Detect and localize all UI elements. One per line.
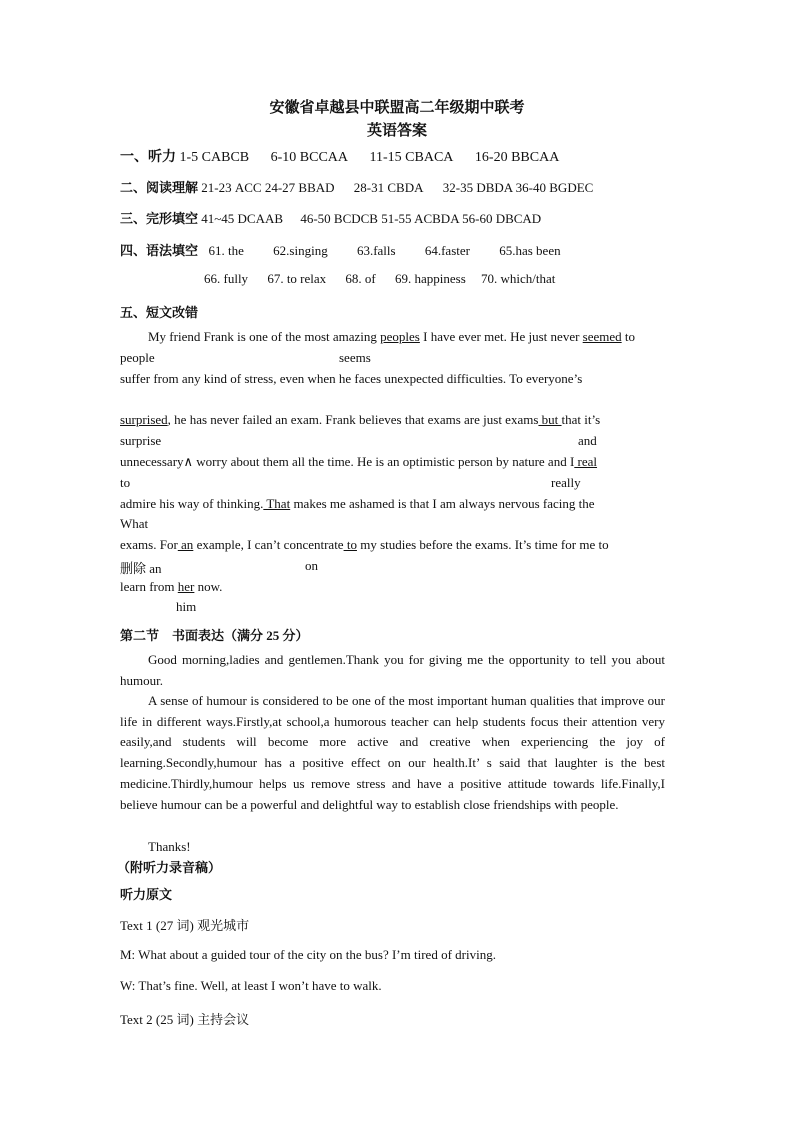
grammar-answer: 69. happiness [395, 271, 466, 286]
cloze-label: 三、完形填空 [120, 211, 199, 226]
correction-fix: him [176, 599, 197, 614]
grammar-answers-row-2 [204, 271, 555, 287]
correction-line-3 [120, 412, 600, 428]
writing-text: A sense of humour is considered to be one of the most important human qualities that improve our life in different ways.Firstly,at school,a humorous teacher can help students focus their attention very easily,and students will become more active and creative when experiencing the joy of learning.Secondly,humour has a positive effect on our health.It’ s said that laughter is the best medicine.Thirdly,humour helps us remove stress and have a positive attitude towards life.Finally,I believe humour can be a powerful and delightful way to establish close friendships with people. [120, 693, 665, 812]
error-word: That [263, 496, 291, 511]
error-word: but [538, 412, 562, 427]
writing-text: Thanks! [148, 839, 191, 854]
correction-text: example, I can’t concentrate [193, 537, 344, 552]
correction-text: , he has never failed an exam. Frank believes that exams are just exams [167, 412, 539, 427]
writing-text: Good morning,ladies and gentlemen.Thank you for giving me the opportunity to tell you about humour. [120, 652, 665, 688]
correction-fix: seems [339, 350, 371, 365]
writing-paragraph-1 [120, 650, 665, 691]
correction-fix: What [120, 516, 149, 531]
script-text-title: Text 2 (25 词) 主持会议 [120, 1012, 250, 1027]
correction-text: unnecessary∧ worry about them all the time. He is an optimistic person by nature and I [120, 454, 575, 469]
correction-line-1 [148, 329, 635, 345]
correction-line-7 [120, 579, 222, 595]
cloze-answer: 41~45 DCAAB [201, 211, 284, 226]
grammar-answer: 63.falls [356, 243, 396, 258]
grammar-answer: 65.has been [499, 243, 561, 258]
correction-text: exams. For [120, 537, 178, 552]
grammar-answer: 64.faster [424, 243, 470, 258]
correction-fix: surprise [120, 433, 162, 448]
listening-label: 一、听力 [120, 150, 176, 165]
correction-line-2: suffer from any kind of stress, even when he faces unexpected difficulties. To everyone’s [120, 371, 583, 386]
grammar-answer: 68. of [345, 271, 376, 286]
script-dialogue-line: M: What about a guided tour of the city on the bus? I’m tired of driving. [120, 947, 496, 962]
cloze-answer: 46-50 BCDCB 51-55 ACBDA 56-60 DBCAD [300, 211, 542, 226]
correction-text: My friend Frank is one of the most amazing [148, 329, 381, 344]
reading-answers [120, 177, 593, 196]
script-heading: 听力原文 [120, 887, 173, 902]
error-word: real [574, 454, 598, 469]
listening-answers [120, 146, 559, 166]
correction-line-6 [120, 537, 609, 553]
correction-fix: really [551, 475, 581, 490]
grammar-answer: 70. which/that [481, 271, 556, 286]
correction-text: I have ever met. He just never [419, 329, 583, 344]
script-note: （附听力录音稿） [117, 860, 222, 875]
grammar-answers-row-1 [120, 240, 561, 259]
correction-text: now. [194, 579, 223, 594]
correction-text: admire his way of thinking. [120, 496, 264, 511]
correction-text: to [621, 329, 636, 344]
correction-text: makes me ashamed is that I am always nervous facing the [290, 496, 595, 511]
correction-line-5 [120, 496, 595, 512]
script-dialogue-line: W: That’s fine. Well, at least I won’t have to walk. [120, 978, 382, 993]
cloze-answers [120, 208, 541, 227]
document-title: 安徽省卓越县中联盟高二年级期中联考 [269, 100, 525, 116]
listening-answer: 16-20 BBCAA [474, 150, 560, 165]
correction-fix: people [120, 350, 155, 365]
correction-text: learn from [120, 579, 178, 594]
correction-text: my studies before the exams. It’s time for me to [356, 537, 609, 552]
error-word: peoples [380, 329, 420, 344]
reading-answer: 28-31 CBDA [353, 180, 424, 195]
grammar-label: 四、语法填空 [120, 243, 199, 258]
grammar-answer: 61. the [208, 243, 244, 258]
listening-answer: 6-10 BCCAA [270, 150, 349, 165]
correction-text: that it’s [561, 412, 601, 427]
error-word: to [343, 537, 357, 552]
writing-paragraph-2 [120, 691, 665, 815]
error-word: seemed [582, 329, 622, 344]
script-text-title: Text 1 (27 词) 观光城市 [120, 918, 250, 933]
writing-label: 第二节 书面表达（满分 25 分） [120, 628, 309, 643]
correction-fix: to [120, 475, 131, 490]
error-word: her [177, 579, 195, 594]
grammar-answer: 62.singing [273, 243, 328, 258]
error-word: surprised [120, 412, 168, 427]
document-subtitle: 英语答案 [366, 123, 427, 139]
listening-answer: 11-15 CBACA [369, 150, 454, 165]
correction-fix: on [305, 558, 318, 573]
reading-answer: 32-35 DBDA 36-40 BGDEC [442, 180, 594, 195]
grammar-answer: 66. fully [204, 271, 249, 286]
error-word: an [177, 537, 194, 552]
writing-paragraph-3 [120, 837, 665, 858]
correction-fix: 删除 an [120, 561, 162, 576]
correction-line-4 [120, 454, 597, 470]
grammar-answer: 67. to relax [267, 271, 327, 286]
reading-label: 二、阅读理解 [120, 180, 199, 195]
reading-answer: 21-23 ACC 24-27 BBAD [201, 180, 335, 195]
listening-answer: 1-5 CABCB [179, 150, 250, 165]
correction-label: 五、短文改错 [120, 305, 199, 320]
correction-fix: and [578, 433, 597, 448]
